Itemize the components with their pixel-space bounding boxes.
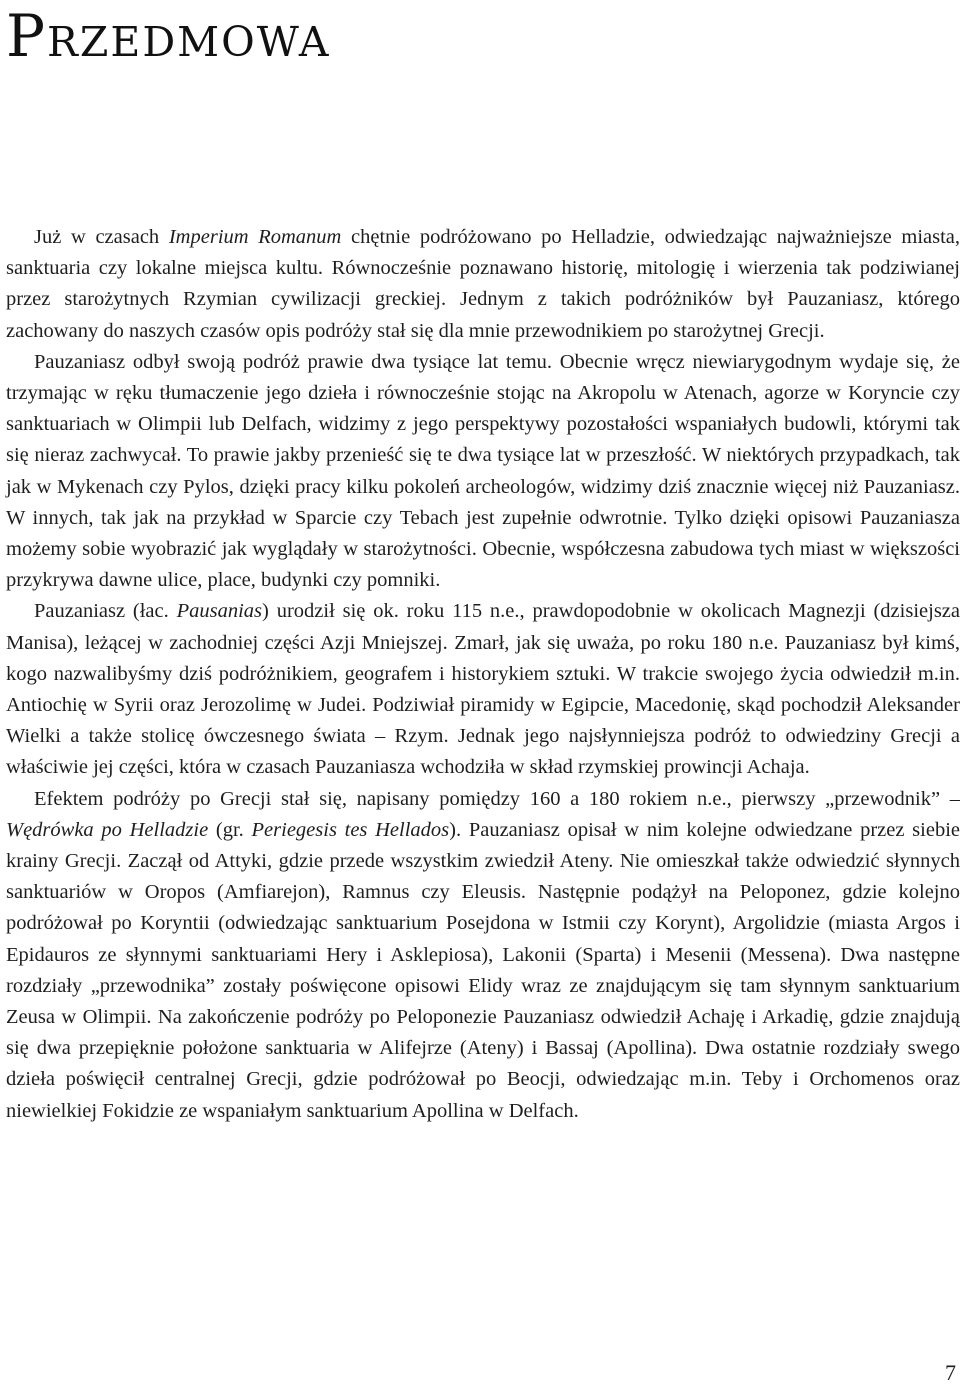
- italic-term: Imperium Romanum: [168, 226, 342, 248]
- paragraph-3: [6, 596, 960, 783]
- text-span: ). Pauzaniasz opisał w nim kolejne odwiedzane przez siebie krainy Grecji. Zaczął od Attyki, gdzie przede wszystkim zwiedził Ateny. Nie omieszkał także odwiedzić słynnych sanktuariów w Oropos (Amfiarejon), Ramnus czy Eleusis. Następnie podążył na Peloponez, gdzie kolejno podróżował po Koryntii (odwiedzając sanktuarium Posejdona w Istmii czy Korynt), Argolidzie (miasta Argos i Epidauros ze słynnymi sanktuariami Hery i Asklepiosa), Lakonii (Sparta) i Mesenii (Messena). Dwa następne rozdziały „przewodnika” zostały poświęcone opisowi Elidy wraz ze znajdującym się tam słynnym sanktuarium Zeusa w Olimpii. Na zakończenie podróży po Peloponezie Pauzaniasz odwiedził Achaję i Arkadię, gdzie znajdują się dwa przepięknie położone sanktuaria w Alifejrze (Ateny) i Bassaj (Apollina). Dwa ostatnie rozdziały swego dzieła poświęcił centralnej Grecji, gdzie podróżował po Beocji, odwiedzając m.in. Teby i Orchomenos oraz niewielkiej Fokidzie ze wspaniałym sanktuarium Apollina w Delfach.: [6, 818, 960, 1122]
- text-span: chętnie podróżowano po Helladzie, odwiedzając najważniejsze miasta, sanktuaria czy lokalne miejsca kultu. Równocześnie poznawano historię, mitologię i wierzenia tak podziwianej przez starożytnych Rzymian cywilizacji greckiej. Jednym z takich podróżników był Pauzaniasz, którego zachowany do naszych czasów opis podróży stał się dla mnie przewodnikiem po starożytnej Grecji.: [6, 226, 960, 342]
- text-span: ) urodził się ok. roku 115 n.e., prawdopodobnie w okolicach Magnezji (dzisiejsza Manisa), leżącej w zachodniej części Azji Mniejszej. Zmarł, jak się uważa, po roku 180 n.e. Pauzaniasz był kimś, kogo nazwalibyśmy dziś podróżnikiem, geografem i historykiem sztuki. W trakcie swojego życia odwiedził m.in. Antiochię w Syrii oraz Jerozolimę w Judei. Podziwiał piramidy w Egipcie, Macedonię, skąd pochodził Aleksander Wielki a także stolicę ówczesnego świata – Rzym. Jednak jego najsłynniejsza podróż to odwiedziny Grecji a właściwie jej części, która w czasach Pauzaniasza wchodziła w skład rzymskiej prowincji Achaja.: [6, 600, 960, 779]
- text-span: Pauzaniasz (łac.: [34, 600, 177, 623]
- text-span: Efektem podróży po Grecji stał się, napisany pomiędzy 160 a 180 rokiem n.e., pierwszy „przewodnik” –: [34, 787, 960, 810]
- text-span: Pauzaniasz odbył swoją podróż prawie dwa tysiące lat temu. Obecnie wręcz niewiarygodnym wydaje się, że trzymając w ręku tłumaczenie jego dzieła i równocześnie stojąc na Akropolu w Atenach, agorze w Koryncie czy sanktuariach w Olimpii lub Delfach, widzimy z jego perspektywy pozostałości wspaniałych budowli, którymi tak się nieraz zachwycał. To prawie jakby przenieść się te dwa tysiące lat w przeszłość. W niektórych przypadkach, tak jak w Mykenach czy Pylos, dzięki pracy kilku pokoleń archeologów, widzimy dziś znacznie więcej niż Pauzaniasz. W innych, tak jak na przykład w Sparcie czy Tebach jest zupełnie odwrotnie. Tylko dzięki opisowi Pauzaniasza możemy sobie wyobrazić jak wyglądały w starożytności. Obecnie, współczesna zabudowa tych miast w większości przykrywa dawne ulice, place, budynki czy pomniki.: [6, 350, 960, 592]
- body-text: [6, 222, 960, 1127]
- italic-term: Pausanias: [176, 600, 263, 623]
- text-span: Już w czasach: [34, 226, 169, 248]
- page-title: Przedmowa: [6, 2, 331, 70]
- italic-term: Wędrówka po Helladzie: [6, 818, 209, 841]
- paragraph-4: [6, 784, 960, 1127]
- page-number: 7: [945, 1360, 956, 1385]
- italic-term: Periegesis tes Hellados: [251, 818, 450, 841]
- paragraph-2: [6, 347, 960, 597]
- paragraph-1: [6, 222, 960, 347]
- text-span: (gr.: [208, 818, 252, 841]
